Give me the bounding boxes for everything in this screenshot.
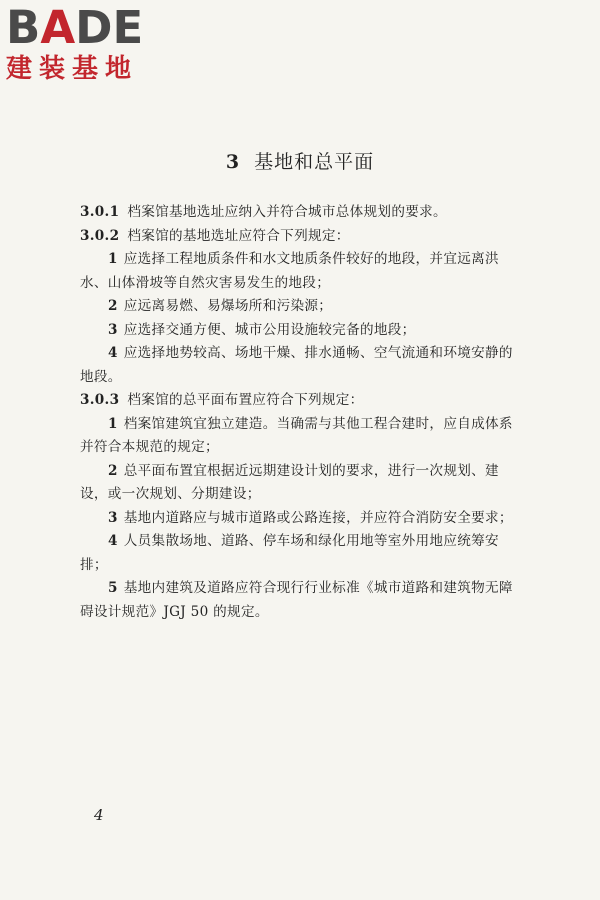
chapter-title [0, 147, 600, 174]
list-item [80, 413, 520, 460]
item-number: 1 [108, 415, 118, 432]
list-item [80, 460, 520, 507]
item-text: 应远离易燃、易爆场所和污染源； [123, 298, 333, 314]
list-item [80, 577, 520, 624]
item-number: 4 [108, 345, 118, 361]
item-number: 5 [108, 580, 118, 596]
list-item [80, 319, 520, 343]
item-text: 应选择交通方便、城市公用设施较完备的地段； [123, 321, 416, 338]
list-item [80, 295, 520, 319]
clause-text: 档案馆基地选址应纳入并符合城市总体规划的要求。 [127, 204, 447, 220]
clause-text: 档案馆的总平面布置应符合下列规定： [127, 392, 364, 408]
logo [6, 1, 176, 86]
item-number: 2 [108, 298, 118, 314]
clause-number: 3.0.3 [80, 392, 120, 408]
item-number: 2 [108, 462, 118, 479]
item-number: 3 [108, 509, 118, 526]
clause-3-0-3 [80, 389, 520, 413]
clause-number: 3.0.2 [80, 227, 120, 244]
logo-letter: DE [75, 1, 144, 54]
item-number: 1 [108, 251, 118, 267]
logo-subtitle: 建装基地 [6, 54, 139, 84]
page-number: 4 [94, 806, 104, 824]
chapter-title-text: 基地和总平面 [254, 151, 375, 173]
item-text: 总平面布置宜根据近远期建设计划的要求，进行一次规划、建设，或一次规划、分期建设； [80, 462, 499, 502]
item-number: 3 [108, 321, 118, 338]
clause-number: 3.0.1 [80, 204, 120, 220]
logo-mark [6, 1, 176, 54]
clause-3-0-2 [80, 225, 520, 249]
list-item [80, 507, 520, 531]
list-item [80, 342, 520, 389]
item-number: 4 [108, 533, 118, 549]
logo-letter: B [6, 1, 41, 54]
logo-letter-accent: A [40, 1, 76, 54]
chapter-number: 3 [225, 151, 241, 173]
item-text: 应选择工程地质条件和水文地质条件较好的地段，并宜远离洪水、山体滑坡等自然灾害易发生的地段； [80, 251, 499, 291]
list-item [80, 530, 520, 577]
item-text: 基地内道路应与城市道路或公路连接，并应符合消防安全要求； [123, 509, 513, 526]
clause-3-0-1 [80, 201, 520, 225]
item-text: 档案馆建筑宜独立建造。当确需与其他工程合建时，应自成体系并符合本规范的规定； [80, 415, 513, 455]
item-text: 基地内建筑及道路应符合现行行业标准《城市道路和建筑物无障碍设计规范》JGJ 50 的规定。 [80, 580, 513, 620]
item-text: 人员集散场地、道路、停车场和绿化用地等室外用地应统筹安排； [80, 533, 499, 573]
list-item [80, 248, 520, 295]
clause-text: 档案馆的基地选址应符合下列规定： [127, 227, 350, 244]
item-text: 应选择地势较高、场地干燥、排水通畅、空气流通和环境安静的地段。 [80, 345, 513, 385]
document-body [80, 201, 520, 624]
